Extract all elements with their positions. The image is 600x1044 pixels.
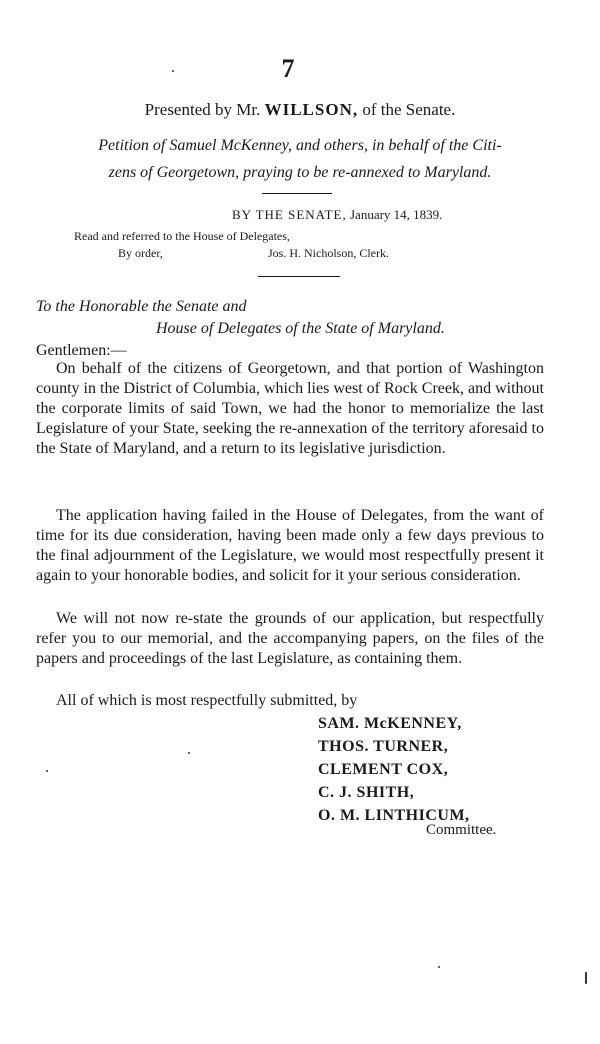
print-speck xyxy=(172,70,174,72)
senate-label: BY THE SENATE, xyxy=(232,207,347,222)
salutation: Gentlemen:— xyxy=(36,342,127,359)
senate-date: January 14, 1839. xyxy=(350,207,443,222)
by-order-label: By order, xyxy=(118,246,163,260)
print-speck xyxy=(438,966,440,968)
signer: CLEMENT COX, xyxy=(318,761,449,778)
signer: C. J. SHITH, xyxy=(318,784,415,801)
divider xyxy=(258,276,340,277)
page-number: 7 xyxy=(281,54,295,83)
body-paragraph: The application having failed in the House of Delegates, from the want of time for its due consideration, having been made only a few days previous to the final adjournment of the Legislature, we would most respectfully present it again to your honorable bodies, and solicit for it your serious consideration. xyxy=(36,507,544,584)
referral-line: Read and referred to the House of Delegates, xyxy=(74,229,290,243)
body-paragraph: On behalf of the citizens of Georgetown, and that portion of Washington county in the District of Columbia, which lies west of Rock Creek, and without the corporate limits of said Town, we had the honor to memorialize the last Legislature of your State, seeking the re-annexation of the territory aforesaid to the State of Maryland, and a return to its legislative jurisdiction. xyxy=(36,360,544,457)
print-speck xyxy=(585,972,587,984)
presenter-name: WILLSON, xyxy=(264,100,359,119)
address-line-2: House of Delegates of the State of Maryland. xyxy=(156,320,445,337)
presented-prefix: Presented by Mr. xyxy=(144,100,261,119)
clerk-signature: Jos. H. Nicholson, Clerk. xyxy=(268,246,389,260)
closing-line: All of which is most respectfully submitted, by xyxy=(56,692,358,709)
petition-line-2: zens of Georgetown, praying to be re-annexed to Maryland. xyxy=(108,164,492,181)
signer: THOS. TURNER, xyxy=(318,738,449,755)
signer: O. M. LINTHICUM, xyxy=(318,807,470,824)
divider xyxy=(262,193,332,194)
print-speck xyxy=(46,770,48,772)
body-paragraph: We will not now re-state the grounds of our application, but respectfully refer you to our memorial, and the accompanying papers, on the files of the papers and proceedings of the last Legislature, as containing them. xyxy=(36,610,544,667)
presented-by-line xyxy=(0,100,600,120)
signer: SAM. McKENNEY, xyxy=(318,715,462,732)
senate-date-line xyxy=(232,207,442,223)
print-speck xyxy=(188,752,190,754)
petition-line-1: Petition of Samuel McKenney, and others, in behalf of the Citi- xyxy=(98,137,502,154)
committee-label: Committee. xyxy=(426,822,497,838)
address-line-1: To the Honorable the Senate and xyxy=(36,298,247,315)
presented-suffix: of the Senate. xyxy=(362,100,456,119)
signatories xyxy=(318,712,470,827)
petition-title xyxy=(0,132,600,186)
